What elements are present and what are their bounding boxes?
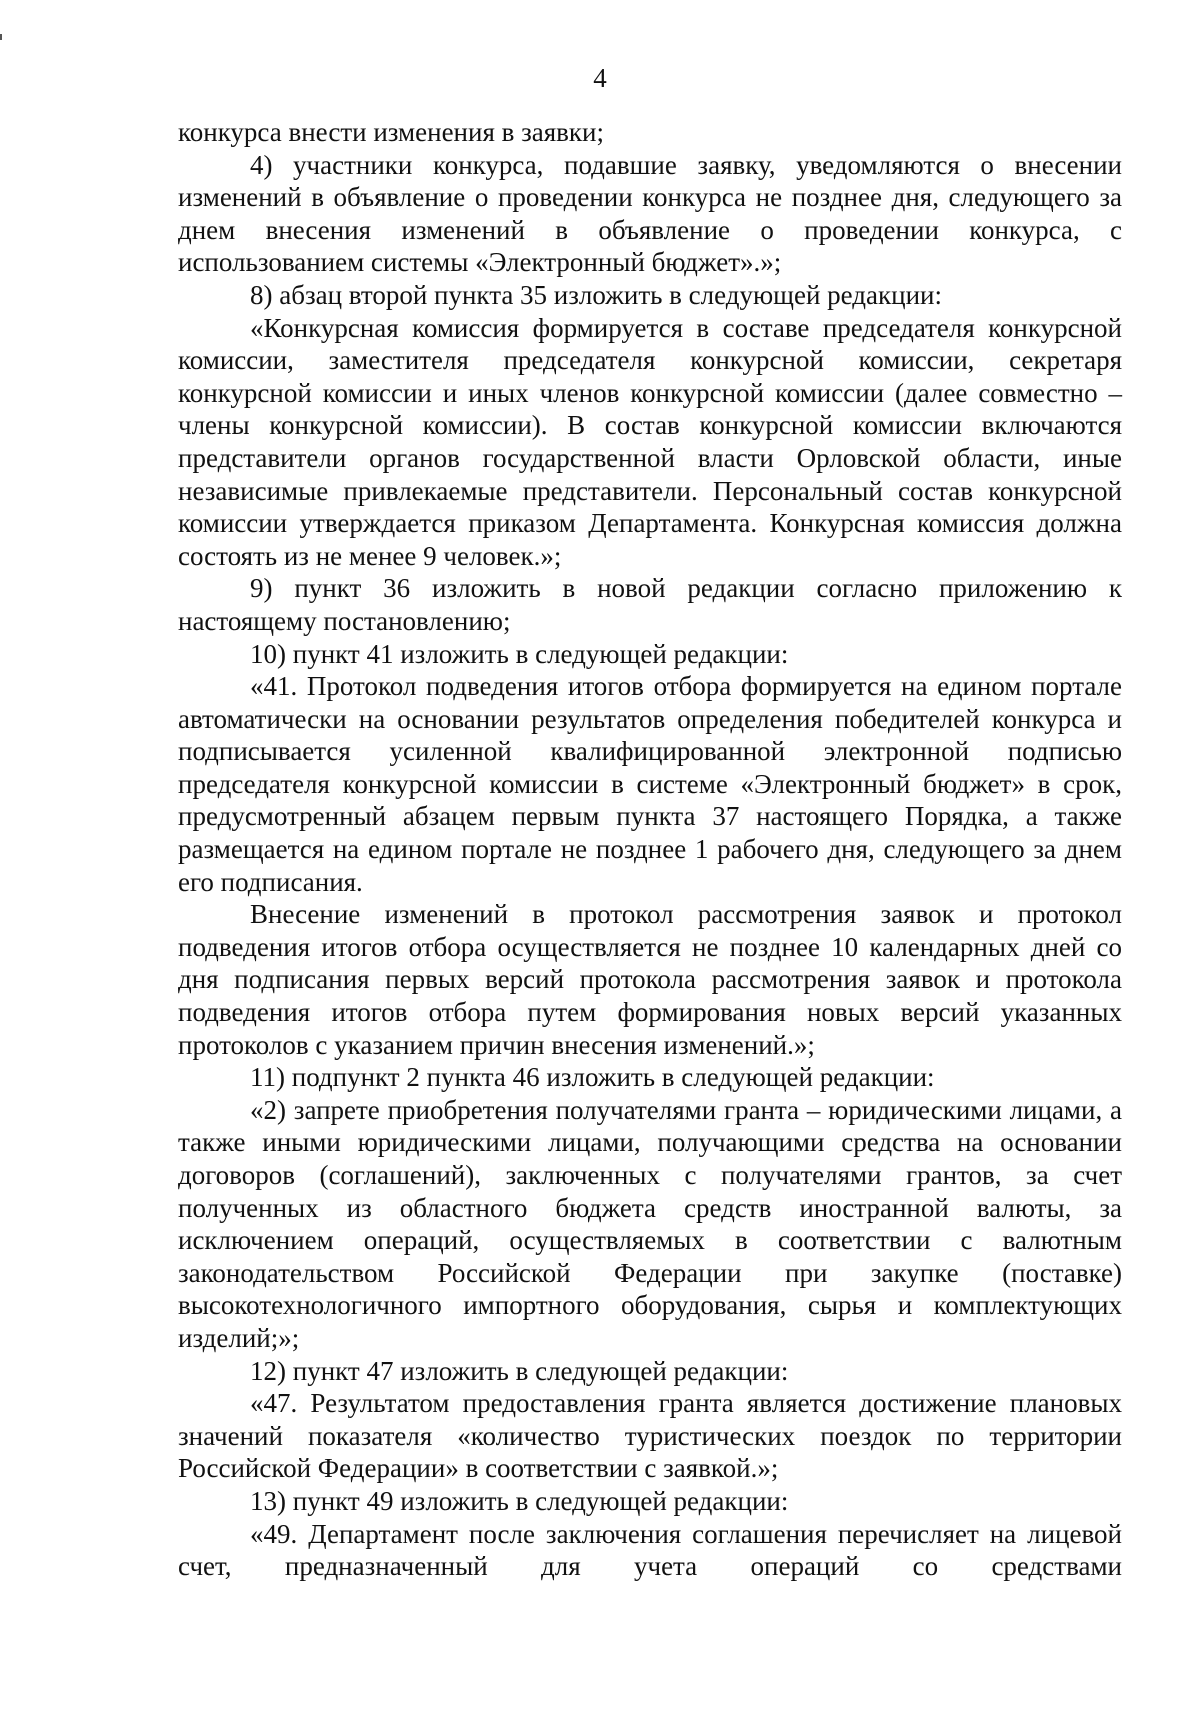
paragraph: конкурса внести изменения в заявки; bbox=[178, 117, 605, 147]
paragraph: 9) пункт 36 изложить в новой редакции согласно приложению к настоящему постановлению; bbox=[178, 573, 1122, 636]
paragraph: 8) абзац второй пункта 35 изложить в следующей редакции: bbox=[250, 279, 942, 310]
paragraph: Внесение изменений в протокол рассмотрения заявок и протокол подведения итогов отбора осуществляется не позднее 10 календарных дней со дня подписания первых версий протокола рассмотрения заявок и протокола подведения итогов отбора путем формирования новых версий указанных протоколов с указанием причин внесения изменений.»; bbox=[178, 899, 1122, 1060]
scan-mark bbox=[0, 34, 2, 40]
paragraph: «41. Протокол подведения итогов отбора формируется на едином портале автоматически на основании результатов определения победителей конкурса и подписывается усиленной квалифицированной электронной подписью председателя конкурсной комиссии в системе «Электронный бюджет» в срок, предусмотренный абзацем первым пункта 37 настоящего Порядка, а также размещается на едином портале не позднее 1 рабочего дня, следующего за днем его подписания. bbox=[178, 671, 1122, 897]
paragraph: 11) подпункт 2 пункта 46 изложить в следующей редакции: bbox=[250, 1062, 935, 1093]
paragraph: «47. Результатом предоставления гранта является достижение плановых значений показателя «количество туристических поездок по территории Российской Федерации» в соответствии с заявкой.»; bbox=[178, 1388, 1122, 1484]
paragraph: 12) пункт 47 изложить в следующей редакции: bbox=[250, 1355, 789, 1386]
page-number: 4 bbox=[593, 63, 607, 93]
paragraph: «2) запрете приобретения получателями гранта – юридическими лицами, а также иными юридическими лицами, получающими средства на основании договоров (соглашений), заключенных с получателями грантов, за счет полученных из областного бюджета средств иностранной валюты, за исключением операций, осуществляемых в соответствии с валютным законодательством Российской Федерации при закупке (поставке) высокотехнологичного импортного оборудования, сырья и комплектующих изделий;»; bbox=[178, 1094, 1122, 1353]
paragraph: 13) пункт 49 изложить в следующей редакции: bbox=[250, 1485, 789, 1516]
paragraph: 10) пункт 41 изложить в следующей редакции: bbox=[250, 638, 789, 669]
paragraph: 4) участники конкурса, подавшие заявку, уведомляются о внесении изменений в объявление о проведении конкурса не позднее дня, следующего за днем внесения изменений в объявление о проведении конкурса, с использованием системы «Электронный бюджет».»; bbox=[178, 149, 1122, 278]
document-body bbox=[178, 116, 1122, 1583]
paragraph: «Конкурсная комиссия формируется в составе председателя конкурсной комиссии, заместителя председателя конкурсной комиссии, секретаря конкурсной комиссии и иных членов конкурсной комиссии (далее совместно – члены конкурсной комиссии). В состав конкурсной комиссии включаются представители органов государственной власти Орловской области, иные независимые привлекаемые представители. Персональный состав конкурсной комиссии утверждается приказом Департамента. Конкурсная комиссия должна состоять из не менее 9 человек.»; bbox=[178, 312, 1122, 571]
paragraph: «49. Департамент после заключения соглашения перечисляет на лицевой счет, предназначенный для учета операций со средствами bbox=[178, 1518, 1122, 1582]
